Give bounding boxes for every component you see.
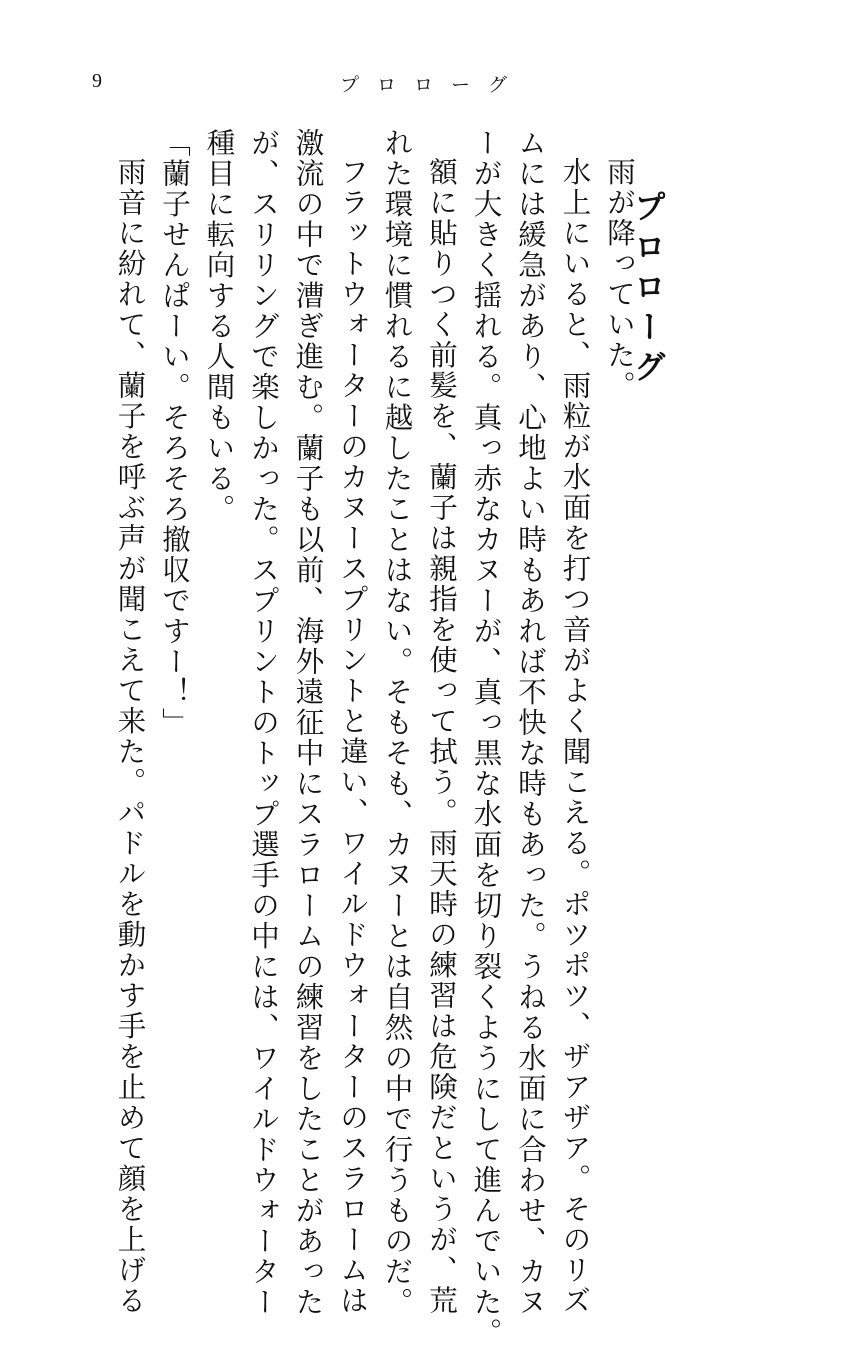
text-line: 水上にいると、雨粒が水面を打つ音がよく聞こえる。ポツポツ、ザアザア。そのリズ [558,156,592,1316]
text-line: 「蘭子せんぱーい。そろそろ撤収ですー！」 [158,128,191,738]
text-line: ーが大きく揺れる。真っ赤なカヌーが、真っ黒な水面を切り裂くようにして進んでいた。 [469,128,503,1348]
text-line: が、スリリングで楽しかった。スプリントのトップ選手の中には、ワイルドウォーター [247,128,280,1318]
text-line: 雨が降っていた。 [603,156,636,401]
text-line: 額に貼りつく前髪を、蘭子は親指を使って拭う。雨天時の練習は危険だというが、荒 [425,156,458,1316]
text-line: 種目に転向する人間もいる。 [202,128,236,525]
text-line: ムには緩急があり、心地よい時もあれば不快な時もあった。うねる水面に合わせ、カヌ [514,128,547,1318]
text-line: 雨音に紛れて、蘭子を呼ぶ声が聞こえて来た。パドルを動かす手を止めて顔を上げる [113,156,147,1316]
chapter-title: プロローグ [629,190,667,390]
text-line: フラットウォーターのカヌースプリントと違い、ワイルドウォーターのスラロームは [336,156,369,1316]
page-number: 9 [92,70,102,92]
text-line: 激流の中で漕ぎ進む。蘭子も以前、海外遠征中にスラロームの練習をしたことがあった [291,128,325,1318]
text-line: れた環境に慣れるに越したことはない。そもそも、カヌーとは自然の中で行うものだ。 [380,128,414,1318]
body-text [107,128,641,1348]
running-header: プロローグ [340,74,526,96]
